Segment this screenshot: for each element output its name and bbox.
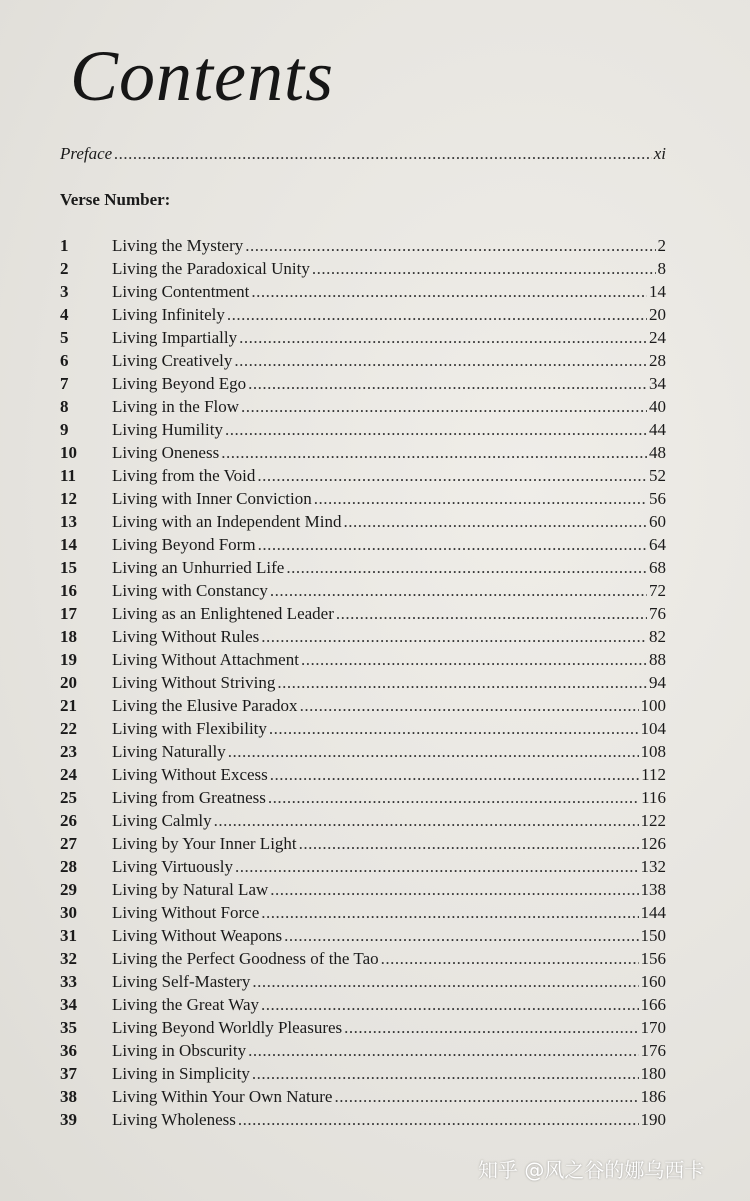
verse-number: 36	[60, 1041, 77, 1060]
page-number: 40	[649, 397, 666, 416]
page-number: 126	[640, 834, 666, 853]
toc-entry	[60, 786, 666, 809]
verse-number: 6	[60, 351, 69, 370]
verse-number: 28	[60, 857, 77, 876]
dot-leader	[248, 372, 647, 395]
page-number: 166	[640, 995, 666, 1014]
verse-title: Living in Simplicity	[112, 1064, 250, 1083]
page-number: 104	[640, 719, 666, 738]
verse-number: 9	[60, 420, 69, 439]
verse-title: Living Without Striving	[112, 673, 276, 692]
page-number: 186	[640, 1087, 666, 1106]
preface-entry	[60, 142, 666, 165]
dot-leader	[245, 234, 655, 257]
verse-number: 7	[60, 374, 69, 393]
verse-title: Living with an Independent Mind	[112, 512, 342, 531]
dot-leader	[261, 993, 638, 1016]
verse-number: 38	[60, 1087, 77, 1106]
dot-leader	[238, 1108, 639, 1131]
page-number: 68	[649, 558, 666, 577]
page-number: 48	[649, 443, 666, 462]
dot-leader	[252, 1062, 639, 1085]
page-number: 20	[649, 305, 666, 324]
dot-leader	[258, 533, 647, 556]
verse-title: Living from Greatness	[112, 788, 266, 807]
verse-title: Living Without Force	[112, 903, 260, 922]
toc-entry	[60, 280, 666, 303]
toc-entry	[60, 878, 666, 901]
verse-title: Living Within Your Own Nature	[112, 1087, 333, 1106]
page-number: 156	[640, 949, 666, 968]
page-number: 150	[640, 926, 666, 945]
page-number: 72	[649, 581, 666, 600]
page-number: 64	[649, 535, 666, 554]
verse-title: Living the Mystery	[112, 236, 244, 255]
toc-entry	[60, 1085, 666, 1108]
toc-entry	[60, 648, 666, 671]
dot-leader	[277, 671, 647, 694]
verse-number: 25	[60, 788, 77, 807]
toc-entry	[60, 556, 666, 579]
page-number: 44	[649, 420, 666, 439]
verse-title: Living Without Weapons	[112, 926, 283, 945]
page-number: 170	[640, 1018, 666, 1037]
verse-number: 13	[60, 512, 77, 531]
page-number: 14	[649, 282, 666, 301]
dot-leader	[286, 556, 647, 579]
page-number: 138	[640, 880, 666, 899]
toc-entry	[60, 717, 666, 740]
verse-title: Living in the Flow	[112, 397, 240, 416]
toc-entry	[60, 625, 666, 648]
verse-number: 19	[60, 650, 77, 669]
verse-title: Living Infinitely	[112, 305, 225, 324]
verse-number: 1	[60, 236, 69, 255]
toc-entry	[60, 694, 666, 717]
dot-leader	[270, 878, 638, 901]
verse-title: Living Beyond Form	[112, 535, 256, 554]
verse-number: 33	[60, 972, 77, 991]
verse-title: Living by Your Inner Light	[112, 834, 297, 853]
page-number: 76	[649, 604, 666, 623]
verse-number: 30	[60, 903, 77, 922]
dot-leader	[344, 1016, 638, 1039]
dot-leader	[336, 602, 647, 625]
verse-title: Living Beyond Ego	[112, 374, 247, 393]
verse-title: Living by Natural Law	[112, 880, 269, 899]
dot-leader	[268, 786, 639, 809]
verse-number: 29	[60, 880, 77, 899]
page-number: 116	[641, 788, 666, 807]
watermark: 知乎 @风之谷的娜乌西卡	[478, 1158, 705, 1182]
verse-number: 17	[60, 604, 77, 623]
dot-leader	[300, 694, 639, 717]
preface-label: Preface	[60, 144, 113, 163]
verse-title: Living with Flexibility	[112, 719, 267, 738]
dot-leader	[241, 395, 647, 418]
verse-number: 15	[60, 558, 77, 577]
verse-number: 12	[60, 489, 77, 508]
toc-entry	[60, 855, 666, 878]
verse-number: 23	[60, 742, 77, 761]
dot-leader	[261, 625, 647, 648]
verse-number: 39	[60, 1110, 77, 1129]
verse-number: 34	[60, 995, 77, 1014]
verse-number: 22	[60, 719, 77, 738]
verse-title: Living Without Attachment	[112, 650, 299, 669]
verse-number: 18	[60, 627, 77, 646]
toc-entry	[60, 763, 666, 786]
dot-leader	[239, 326, 647, 349]
toc-entry	[60, 602, 666, 625]
verse-number: 27	[60, 834, 77, 853]
toc-entry	[60, 1108, 666, 1131]
toc-entry	[60, 418, 666, 441]
toc-entry	[60, 901, 666, 924]
page-number: 82	[649, 627, 666, 646]
verse-number: 11	[60, 466, 77, 485]
verse-title: Living Beyond Worldly Pleasures	[112, 1018, 343, 1037]
page-number: 160	[640, 972, 666, 991]
dot-leader	[228, 740, 639, 763]
toc-entry	[60, 349, 666, 372]
dot-leader	[234, 349, 647, 372]
dot-leader	[312, 257, 656, 280]
toc-entry	[60, 832, 666, 855]
verse-title: Living Without Excess	[112, 765, 268, 784]
toc-entry	[60, 510, 666, 533]
dot-leader	[343, 510, 647, 533]
verse-title: Living Contentment	[112, 282, 250, 301]
dot-leader	[270, 579, 647, 602]
preface-page-number: xi	[653, 144, 666, 163]
page-title: Contents	[70, 36, 335, 116]
verse-title: Living from the Void	[112, 466, 256, 485]
verse-number: 21	[60, 696, 77, 715]
page-number: 132	[640, 857, 666, 876]
verse-number: 16	[60, 581, 77, 600]
toc-entry	[60, 487, 666, 510]
dot-leader	[235, 855, 639, 878]
verse-title: Living with Constancy	[112, 581, 268, 600]
page-number: 190	[640, 1110, 666, 1129]
dot-leader	[314, 487, 647, 510]
toc-entry	[60, 579, 666, 602]
verse-number: 31	[60, 926, 77, 945]
toc-entry	[60, 970, 666, 993]
page-number: 88	[649, 650, 666, 669]
verse-number: 32	[60, 949, 77, 968]
page-number: 176	[640, 1041, 666, 1060]
page-number: 28	[649, 351, 666, 370]
page-number: 52	[649, 466, 666, 485]
toc-entry	[60, 947, 666, 970]
toc-entry	[60, 303, 666, 326]
page-number: 144	[640, 903, 666, 922]
verse-title: Living an Unhurried Life	[112, 558, 285, 577]
verse-number: 37	[60, 1064, 77, 1083]
verse-title: Living Naturally	[112, 742, 226, 761]
verse-number: 8	[60, 397, 69, 416]
page-number: 60	[649, 512, 666, 531]
page-number: 112	[641, 765, 666, 784]
toc-entry	[60, 464, 666, 487]
verse-title: Living the Great Way	[112, 995, 260, 1014]
page-number: 8	[657, 259, 666, 278]
verse-title: Living as an Enlightened Leader	[112, 604, 334, 623]
dot-leader	[301, 648, 647, 671]
page-number: 108	[640, 742, 666, 761]
dot-leader	[214, 809, 639, 832]
verse-number: 5	[60, 328, 69, 347]
toc-entry	[60, 372, 666, 395]
toc-entry	[60, 993, 666, 1016]
dot-leader	[251, 280, 647, 303]
dot-leader	[221, 441, 647, 464]
verse-title: Living Without Rules	[112, 627, 260, 646]
verse-title: Living in Obscurity	[112, 1041, 247, 1060]
dot-leader	[381, 947, 639, 970]
page-number: 56	[649, 489, 666, 508]
verse-title: Living Wholeness	[112, 1110, 236, 1129]
page-number: 180	[640, 1064, 666, 1083]
toc-entry	[60, 740, 666, 763]
verse-number: 3	[60, 282, 69, 301]
dot-leader	[270, 763, 639, 786]
dot-leader	[269, 717, 639, 740]
toc-entry	[60, 1039, 666, 1062]
verse-number: 4	[60, 305, 69, 324]
dot-leader	[114, 142, 651, 165]
verse-number: 26	[60, 811, 77, 830]
verse-title: Living the Perfect Goodness of the Tao	[112, 949, 379, 968]
page-number: 122	[640, 811, 666, 830]
toc-entry	[60, 257, 666, 280]
dot-leader	[284, 924, 638, 947]
verse-title: Living Creatively	[112, 351, 233, 370]
toc-entry	[60, 1016, 666, 1039]
verse-number: 24	[60, 765, 77, 784]
page-number: 94	[649, 673, 666, 692]
verse-title: Living with Inner Conviction	[112, 489, 312, 508]
dot-leader	[252, 970, 638, 993]
toc-entry	[60, 395, 666, 418]
dot-leader	[299, 832, 639, 855]
page-number: 100	[640, 696, 666, 715]
verse-title: Living the Elusive Paradox	[112, 696, 298, 715]
dot-leader	[227, 303, 647, 326]
toc-entry	[60, 533, 666, 556]
page-number: 24	[649, 328, 666, 347]
toc-entry	[60, 326, 666, 349]
verse-number: 2	[60, 259, 69, 278]
toc-entry	[60, 809, 666, 832]
dot-leader	[334, 1085, 638, 1108]
verse-number: 35	[60, 1018, 77, 1037]
verse-title: Living Calmly	[112, 811, 212, 830]
dot-leader	[257, 464, 647, 487]
toc-entry	[60, 671, 666, 694]
verse-number: 14	[60, 535, 77, 554]
verse-number: 10	[60, 443, 77, 462]
verse-title: Living Oneness	[112, 443, 220, 462]
toc-entry	[60, 441, 666, 464]
page-number: 34	[649, 374, 666, 393]
verse-title: Living Humility	[112, 420, 223, 439]
page-number: 2	[657, 236, 666, 255]
toc-entry	[60, 234, 666, 257]
verse-title: Living the Paradoxical Unity	[112, 259, 310, 278]
verse-title: Living Virtuously	[112, 857, 233, 876]
toc-list	[60, 234, 666, 1131]
dot-leader	[248, 1039, 638, 1062]
verse-title: Living Self-Mastery	[112, 972, 251, 991]
dot-leader	[261, 901, 638, 924]
toc-entry	[60, 924, 666, 947]
verse-number: 20	[60, 673, 77, 692]
verse-number-heading: Verse Number:	[60, 190, 171, 209]
toc-entry	[60, 1062, 666, 1085]
dot-leader	[225, 418, 647, 441]
verse-title: Living Impartially	[112, 328, 238, 347]
